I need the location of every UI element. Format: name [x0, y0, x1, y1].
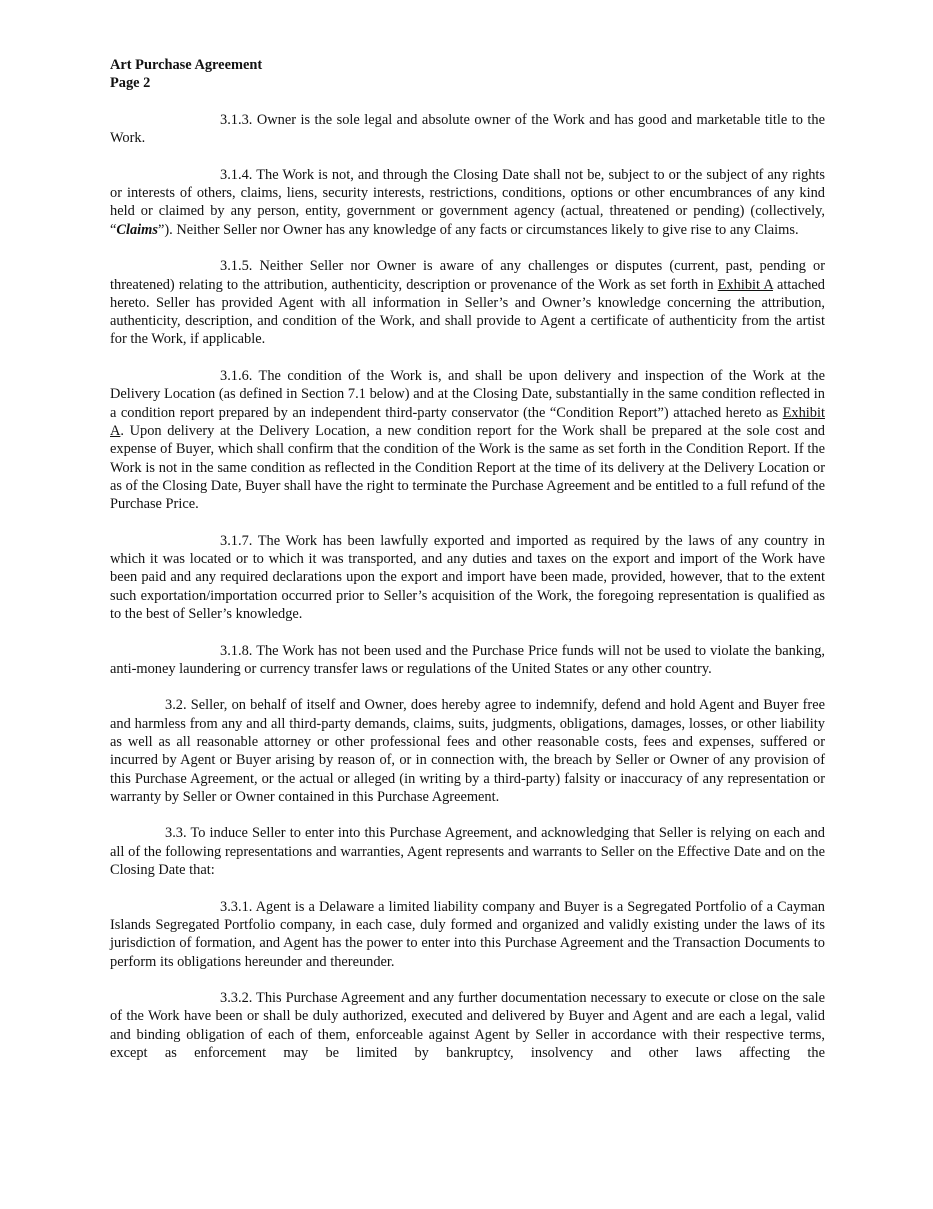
section-3-1-5-text-a: 3.1.5. Neither Seller nor Owner is aware of any challenges or disputes (current, past, pending or threatened) relating to the attribution, authenticity, description or provenance of the Work as set forth in [110, 258, 825, 293]
exhibit-a-reference: Exhibit A [110, 404, 825, 439]
section-3-1-4-text-b: ”). Neither Seller nor Owner has any knowledge of any facts or circumstances likely to give rise to any Claims. [157, 221, 799, 238]
section-3-1-3: 3.1.3. Owner is the sole legal and absolute owner of the Work and has good and marketable title to the Work. [110, 111, 825, 147]
page-number: Page 2 [110, 75, 151, 92]
section-3-1-7: 3.1.7. The Work has been lawfully exported and imported as required by the laws of any country in which it was located or to which it was transported, and any duties and taxes on the export and import of the Work have been paid and any required declarations upon the export and import have been made, provided, however, that to the extent such exportation/importation occurred prior to Seller’s acquisition of the Work, the foregoing representation is qualified as to the best of Seller’s knowledge. [110, 532, 825, 622]
document-title: Art Purchase Agreement [110, 57, 263, 73]
section-3-1-6-text-a: 3.1.6. The condition of the Work is, and shall be upon delivery and inspection of the Work at the Delivery Location (as defined in Section 7.1 below) and at the Closing Date, substantially in the same condition reflected in a condition report prepared by an independent third-party conservator (the “Condition Report”) attached hereto as [110, 368, 825, 421]
section-3-1-4-text-a: 3.1.4. The Work is not, and through the Closing Date shall not be, subject to or the subject of any rights or interests of others, claims, liens, security interests, restrictions, conditions, options or other encumbrances of any kind held or claimed by any person, entity, government or government agency (actual, threatened or pending) (collectively, “ [110, 166, 825, 238]
section-3-1-6-text-b: . Upon delivery at the Delivery Location, a new condition report for the Work shall be prepared at the sole cost and expense of Buyer, which shall confirm that the condition of the Work is the same as set forth in the Condition Report. If the Work is not in the same condition as reflected in the Condition Report at the time of its delivery at the Delivery Location or as of the Closing Date, Buyer shall have the right to terminate the Purchase Agreement and be entitled to a full refund of the Purchase Price. [110, 422, 825, 513]
section-3-3-1: 3.3.1. Agent is a Delaware a limited liability company and Buyer is a Segregated Portfolio of a Cayman Islands Segregated Portfolio company, in each case, duly formed and organized and validly existing under the laws of its jurisdiction of formation, and Agent has the power to enter into this Purchase Agreement and the Transaction Documents to perform its obligations hereunder and thereunder. [110, 898, 825, 970]
section-3-1-5-text-b: attached hereto. Seller has provided Agent with all information in Seller’s and Owner’s knowledge concerning the attribution, authenticity, description, and condition of the Work, and shall provide to Agent a certificate of authenticity from the artist for the Work, if applicable. [110, 276, 825, 348]
section-3-1-6 [110, 367, 825, 513]
section-3-3-2: 3.3.2. This Purchase Agreement and any further documentation necessary to execute or close on the sale of the Work have been or shall be duly authorized, executed and delivered by Buyer and Agent and are each a legal, valid and binding obligation of each of them, enforceable against Agent by Seller in accordance with their respective terms, except as enforcement may be limited by bankruptcy, insolvency and other laws affecting the [110, 990, 825, 1062]
section-3-1-5 [110, 257, 825, 348]
section-3-1-8: 3.1.8. The Work has not been used and the Purchase Price funds will not be used to violate the banking, anti-money laundering or currency transfer laws or regulations of the United States or any other country. [110, 642, 825, 677]
section-3-3: 3.3. To induce Seller to enter into this Purchase Agreement, and acknowledging that Seller is relying on each and all of the following representations and warranties, Agent represents and warrants to Seller on the Effective Date and on the Closing Date that: [110, 825, 825, 879]
document-page [110, 56, 825, 1081]
exhibit-a-reference: Exhibit A [717, 276, 773, 293]
defined-term-claims: Claims [116, 221, 158, 238]
section-3-2: 3.2. Seller, on behalf of itself and Owner, does hereby agree to indemnify, defend and hold Agent and Buyer free and harmless from any and all third-party demands, claims, suits, judgments, obligations, damages, losses, or other liability as well as all reasonable attorney or other professional fees and other reasonable costs, fees and expenses, suffered or incurred by Agent or Buyer arising by reason of, or in connection with, the breach by Seller or Owner of any provision of this Purchase Agreement, or the actual or alleged (in writing by a third-party) falsity or inaccuracy of any representation or warranty by Seller or Owner contained in this Purchase Agreement. [110, 697, 825, 805]
section-3-1-4 [110, 166, 825, 239]
